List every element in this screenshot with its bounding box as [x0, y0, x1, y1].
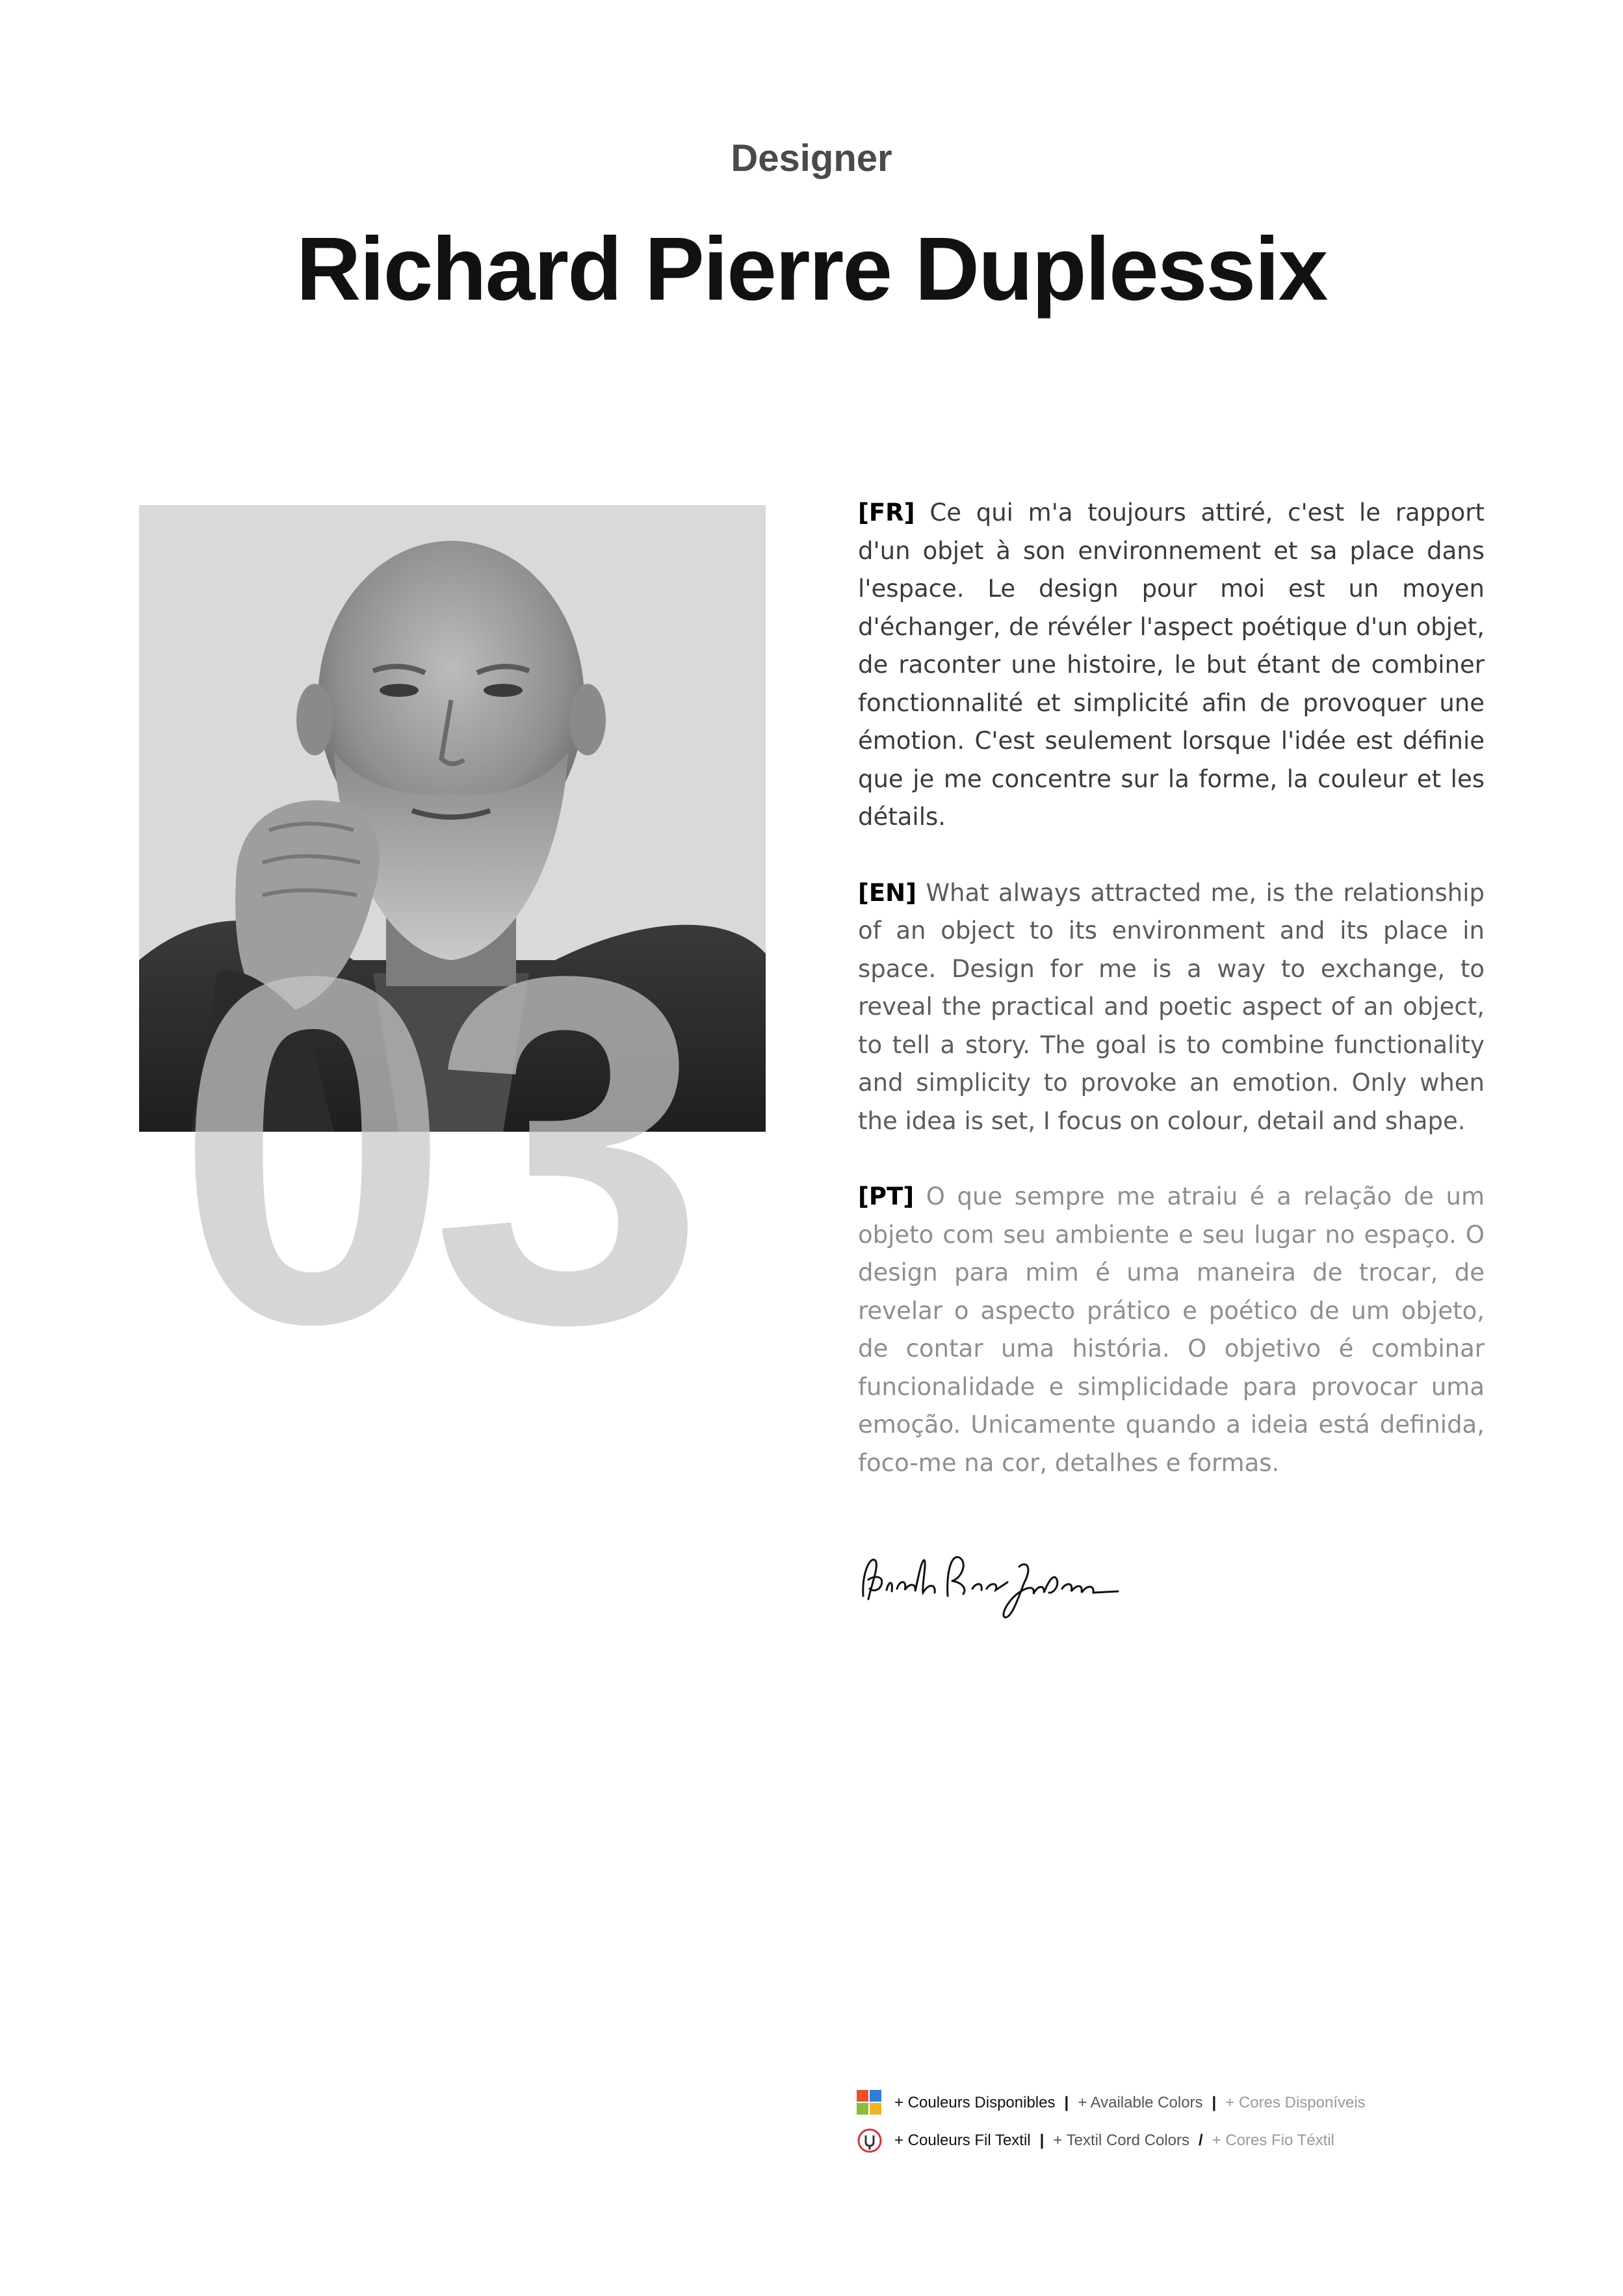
colors-label-pt: + Cores Disponíveis	[1225, 2094, 1366, 2111]
separator: |	[1039, 2132, 1045, 2149]
signature-icon	[857, 1534, 1123, 1625]
signature	[857, 1534, 1123, 1625]
lang-tag-en: [EN]	[858, 878, 917, 907]
separator: /	[1199, 2132, 1203, 2149]
bio-text-fr: Ce qui m'a toujours attiré, c'est le rapport d'un objet à son environnement et sa place dans l'espace. Le design pour moi est un moyen d'échanger, de révéler l'aspect poétique d'un objet, de raconter une histoire, le but étant de combiner fonctionnalité et simplicité afin de provoquer une émotion. C'est seulement lorsque l'idée est définie que je me concentre sur la forme, la couleur et les détails.	[858, 499, 1485, 831]
bio-text-en: What always attracted me, is the relationship of an object to its environment and its place in space. Design for me is a way to exchange, to reveal the practical and poetic aspect of an object, to tell a story. The goal is to combine functionality and simplicity to provoke an emotion. Only when the idea is set, I focus on colour, detail and shape.	[858, 878, 1485, 1135]
section-number: 03	[175, 874, 686, 1426]
available-colors-row	[857, 2090, 1366, 2116]
separator: |	[1064, 2094, 1069, 2111]
bio-paragraph-fr	[858, 494, 1485, 837]
lang-tag-pt: [PT]	[858, 1182, 915, 1210]
role-label: Designer	[731, 137, 892, 179]
textile-cord-icon	[857, 2128, 883, 2154]
bio-text	[858, 494, 1485, 1520]
textile-cord-colors-row	[857, 2128, 1366, 2154]
color-swatch-icon	[857, 2090, 883, 2116]
bio-text-pt: O que sempre me atraiu é a relação de um objeto com seu ambiente e seu lugar no espaço. O design para mim é uma maneira de trocar, de revelar o aspecto prático e poético de um objeto, de contar uma história. O objetivo é combinar funcionalidade e simplicidade para provocar uma emoção. Unicamente quando a ideia está definida, foco-me na cor, detalhes e formas.	[858, 1182, 1485, 1477]
footer-legend	[857, 2090, 1366, 2165]
cords-label-pt: + Cores Fio Téxtil	[1212, 2132, 1334, 2149]
separator: |	[1212, 2094, 1217, 2111]
designer-name: Richard Pierre Duplessix	[296, 219, 1327, 319]
lang-tag-fr: [FR]	[858, 499, 915, 527]
colors-label-en: + Available Colors	[1078, 2094, 1203, 2111]
bio-paragraph-en	[858, 874, 1485, 1141]
cords-label-fr: + Couleurs Fil Textil	[894, 2132, 1031, 2149]
bio-paragraph-pt	[858, 1178, 1485, 1482]
cords-label-en: + Textil Cord Colors	[1053, 2132, 1189, 2149]
colors-label-fr: + Couleurs Disponibles	[894, 2094, 1056, 2111]
